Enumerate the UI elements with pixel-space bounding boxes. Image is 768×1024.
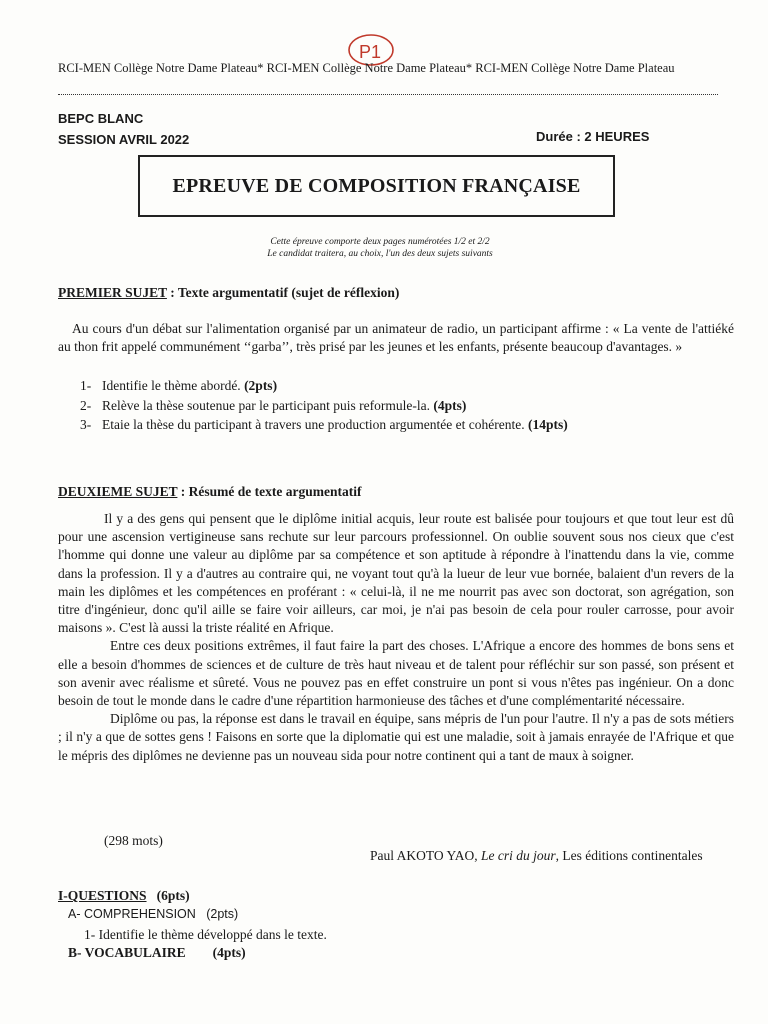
sujet2-label: DEUXIEME SUJET	[58, 484, 178, 499]
sujet2-text	[58, 510, 734, 765]
publisher: , Les éditions continentales	[555, 848, 703, 863]
questions-heading-pts: (6pts)	[156, 888, 190, 903]
questions-heading	[58, 888, 190, 904]
comprehension-pts: (2pts)	[206, 907, 239, 921]
word-count: (298 mots)	[104, 833, 163, 848]
stamp-label: P1	[359, 42, 382, 62]
school-header: RCI-MEN Collège Notre Dame Plateau* RCI-MEN Collège Notre Dame Plateau* RCI-MEN Collège Notre Dame Plateau	[58, 61, 675, 75]
text-source	[370, 848, 703, 864]
comprehension-heading	[68, 907, 238, 921]
sujet1-questions	[80, 376, 568, 435]
vocabulary-pts: (4pts)	[212, 945, 246, 960]
sujet1-question: 2- Relève la thèse soutenue par le participant puis reformule-la. (4pts)	[80, 397, 467, 413]
exam-note	[160, 236, 600, 260]
comprehension-question-1: 1- Identifie le thème développé dans le texte.	[84, 927, 327, 942]
sujet1-question: 1- Identifie le thème abordé. (2pts)	[80, 378, 278, 393]
book-title: Le cri du jour	[481, 848, 556, 863]
sujet1-question: 3- Etaie la thèse du participant à travers une production argumentée et cohérente. (14pts)	[80, 417, 568, 432]
comprehension-label: A- COMPREHENSION	[68, 907, 196, 921]
questions-heading-label: I-QUESTIONS	[58, 888, 147, 903]
sujet2-paragraph: Entre ces deux positions extrêmes, il faut faire la part des choses. L'Afrique a encore des hommes de bons sens et elle a besoin d'hommes de sciences et de culture de très haut niveau et de talent pour réfléchir sur son passé, son présent et son avenir avec réalisme et sûreté. Vous ne pouvez pas en effet construire un pont si vous n'êtes pas ingénieur. On a donc besoin de tout le monde dans le cadre d'une répartition harmonieuse des tâches et d'une complémentarité nécessaire.	[58, 638, 734, 709]
exam-title: EPREUVE DE COMPOSITION FRANÇAISE	[172, 174, 581, 197]
exam-title-box	[138, 155, 615, 217]
exam-name: BEPC BLANC	[58, 111, 144, 126]
sujet2-heading	[58, 484, 361, 500]
sujet2-paragraph: Il y a des gens qui pensent que le diplôme initial acquis, leur route est balisée pour toujours et que tout leur est dû pour une ascension vertigineuse sans rechute sur leur parcours professionnel. On oublie souvent sous nos cieux que c'est l'homme qui donne une valeur au diplôme par sa compétence et son aptitude à répondre à l'inattendu dans la vie, comme dans la profession. Il y a d'autres au contraire qui, ne voyant tout qu'à la lueur de leur vue bornée, balaient d'un revers de la main les diplômes et les compétences en proférant : « celui-là, il ne me nourrit pas avec son doctorat, son agrégation, son titre d'ingénieur, donc qu'il aille se faire voir ailleurs, car moi, je n'ai pas besoin de cela pour rouler carrosse, pour avoir maisons ». C'est là aussi la triste réalité en Afrique.	[58, 511, 734, 636]
exam-note-line-1: Cette épreuve comporte deux pages numérotées 1/2 et 2/2	[270, 237, 490, 247]
vocabulary-label: B- VOCABULAIRE	[68, 945, 186, 960]
sujet2-paragraph: Diplôme ou pas, la réponse est dans le travail en équipe, sans mépris de l'un pour l'autre. Il n'y a pas de sots métiers ; il n'y a que de sottes gens ! Faisons en sorte que la diplomatie qui est une maladie, soit à jamais enrayée de l'Afrique et que le mépris des diplômes ne devienne pas un nouveau sida pour notre continent qui a tant de maux à soigner.	[58, 711, 734, 763]
author-name: Paul AKOTO YAO,	[370, 848, 482, 863]
sujet1-heading	[58, 285, 399, 301]
vocabulary-heading	[68, 945, 246, 961]
exam-note-line-2: Le candidat traitera, au choix, l'un des deux sujets suivants	[267, 249, 493, 259]
exam-info	[58, 108, 189, 150]
exam-duration: Durée : 2 HEURES	[536, 129, 650, 144]
sujet1-text: Au cours d'un débat sur l'alimentation organisé par un animateur de radio, un participant affirme : « La vente de l'attiéké au thon frit appelé communément ‘‘garba’’, très prisé par les jeunes et les enfants, présente beaucoup d'avantages. »	[58, 321, 734, 355]
exam-session: SESSION AVRIL 2022	[58, 132, 190, 147]
sujet1-type: : Texte argumentatif (sujet de réflexion)	[166, 285, 400, 300]
sujet1-label: PREMIER SUJET	[58, 285, 167, 300]
dotted-divider	[58, 94, 718, 95]
sujet2-type: : Résumé de texte argumentatif	[177, 484, 362, 499]
